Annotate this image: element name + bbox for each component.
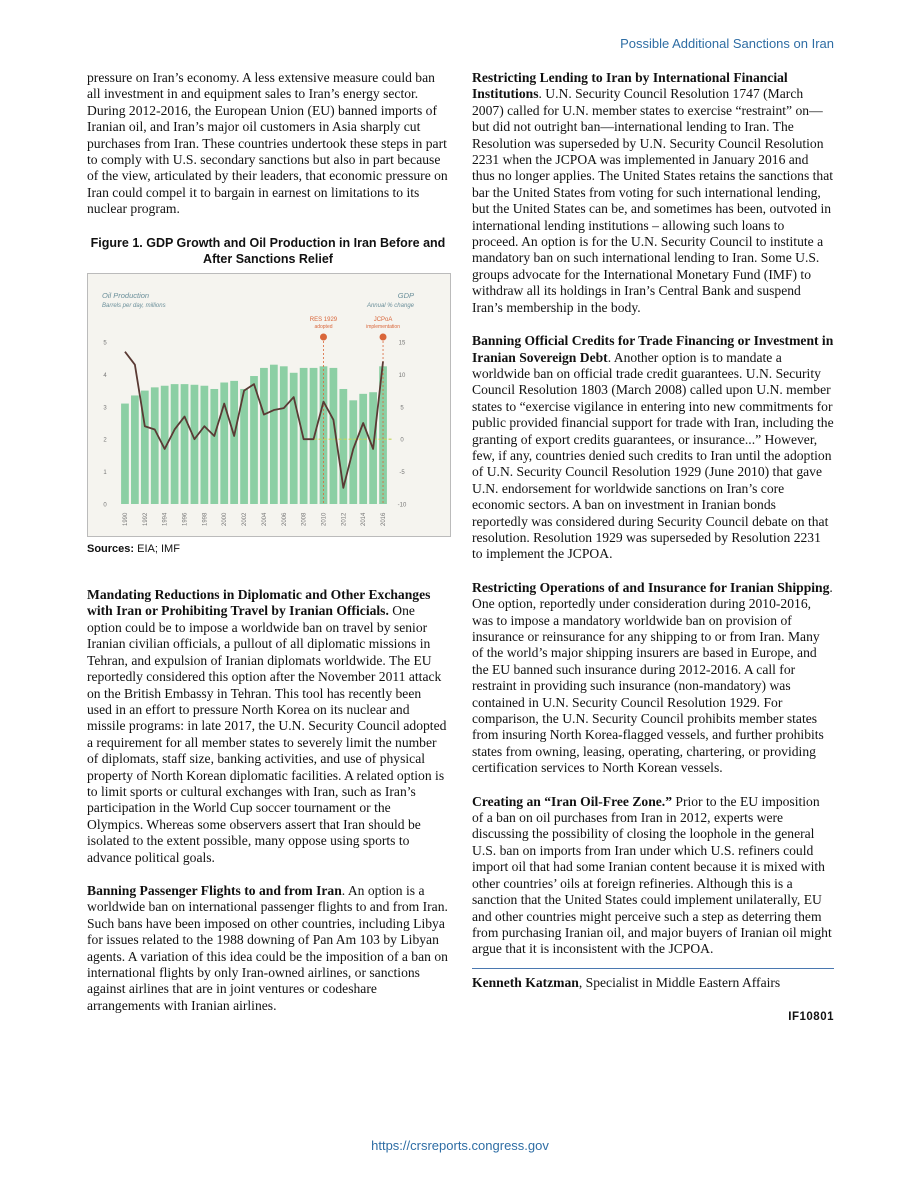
x-tick-label: 2000: [222, 512, 229, 526]
annotation-label: RES 1929: [309, 316, 338, 323]
x-tick-label: 2016: [381, 512, 388, 526]
oil-production-bar: [210, 389, 218, 504]
oil-production-bar: [260, 368, 268, 504]
oilfree-paragraph: [472, 794, 834, 958]
lending-paragraph: [472, 70, 834, 316]
left-axis-title: Oil Production: [102, 290, 150, 300]
author-byline: [472, 975, 834, 991]
annotation-marker: [380, 333, 387, 340]
running-header: Possible Additional Sanctions on Iran: [620, 36, 834, 51]
flights-body: . An option is a worldwide ban on international passenger flights to and from Iran. Such bans have been imposed on other countries, including Libya for issues related to the 1988 downing of Pan Am 103 by Libyan agents. A variation of this idea could be the imposition of a ban on international flights by only Iran-owned airlines, or sanctions against airlines that are in joint ventures or codeshare arrangements with Iranian airlines.: [87, 882, 448, 1013]
annotation-marker: [320, 333, 327, 340]
left-axis-subtitle: Barrels per day, millions: [102, 302, 166, 309]
lending-body: . U.N. Security Council Resolution 1747 (March 2007) called for U.N. member states to exercise “restraint” on— but did not outright ban—international lending to Iran. The Resolution was superseded by U.N. Security Council Resolution 2231 when the JCPOA was implemented in January 2016 and thus no longer applies. The United States retains the sanctions that bar the United States from voting for such international lending, but the United States can be, and sometimes has been, outvoted in international lending institutions – allowing such loans to proceed. An option is for the U.N. Security Council to institute a mandatory ban on such international lending to Iran. Some U.S. groups advocate for the International Monetary Fund (IMF) to withdraw all its holdings in Iran’s Central Bank and suspend Iran’s membership in the body.: [472, 86, 834, 315]
oil-production-bar: [359, 393, 367, 503]
right-axis-title: GDP: [397, 290, 414, 300]
left-tick-label: 4: [103, 372, 107, 379]
annotation-sublabel: adopted: [314, 323, 333, 330]
oil-production-bar: [220, 382, 228, 504]
x-tick-label: 2006: [281, 512, 288, 526]
right-tick-label: -5: [399, 469, 405, 476]
oil-production-bar: [230, 381, 238, 504]
right-tick-label: 0: [400, 437, 404, 444]
figure-title: Figure 1. GDP Growth and Oil Production in Iran Before and After Sanctions Relief: [90, 235, 446, 266]
flights-heading: Banning Passenger Flights to and from Iran: [87, 882, 342, 898]
left-tick-label: 3: [103, 404, 107, 411]
left-tick-label: 2: [103, 437, 107, 444]
credits-paragraph: [472, 333, 834, 563]
x-tick-label: 2012: [341, 512, 348, 526]
figure-sources: [87, 541, 449, 557]
oil-production-bar: [171, 384, 179, 504]
oil-production-bar: [191, 384, 199, 503]
shipping-paragraph: [472, 580, 834, 777]
x-tick-label: 2010: [321, 512, 328, 526]
left-tick-label: 5: [103, 340, 107, 347]
x-tick-label: 1998: [202, 512, 209, 526]
chart-container: [87, 273, 451, 537]
oil-production-bar: [121, 403, 129, 503]
oil-production-bar: [270, 364, 278, 503]
x-tick-label: 2004: [261, 512, 268, 526]
diplomatic-heading: Mandating Reductions in Diplomatic and Other Exchanges with Iran or Prohibiting Travel by Iranian Officials.: [87, 587, 431, 619]
x-tick-label: 2002: [242, 512, 249, 526]
shipping-heading: Restricting Operations of and Insurance for Iranian Shipping: [472, 579, 830, 595]
document-id: IF10801: [788, 1011, 834, 1024]
credits-body: . Another option is to mandate a worldwide ban on official trade credit guarantees. U.N. Security Council Resolution 1803 (March 2008) called upon U.N. member states to “exercise vigilance in entering into new commitments for public provided financial support for trade with Iran, including the granting of export credits guarantees, or insurance...” However, few, if any, countries denied such credits to Iran until the adoption of U.N. Security Council Resolution 1929 (June 2010) that gave U.N. endorsement for worldwide sanctions on Iran’s core economic sectors. A ban on investment in Iranian bonds reportedly was considered during Security Council debate on that resolution. Resolution 1929 was superseded by Resolution 2231 to implement the JCPOA.: [472, 349, 834, 562]
lending-heading: Restricting Lending to Iran by International Financial Institutions: [472, 70, 788, 102]
author-name: Kenneth Katzman: [472, 974, 579, 990]
oil-production-bar: [200, 385, 208, 503]
x-tick-label: 1990: [122, 512, 129, 526]
author-title: , Specialist in Middle Eastern Affairs: [578, 974, 781, 990]
chart-svg: [88, 274, 450, 536]
shipping-body: . One option, reportedly under consideration during 2010-2016, was to impose a mandatory worldwide ban on provision of insurance or reinsurance for any shipping to or from Iran. Many of the world’s major shipping insurers are based in Europe, and the EU banned such insurance during 2012-2016. A call for restraint in providing such insurance (non-mandatory) was contained in U.N. Security Council Resolution 1929. For comparison, the U.N. Security Council prohibits member states from insuring North Korea-flagged vessels, and further prohibits states from owning, leasing, operating, chartering, or providing certification services to North Korean vessels.: [472, 579, 833, 776]
annotation-label: JCPoA: [373, 316, 393, 323]
left-tick-label: 0: [103, 502, 107, 509]
right-tick-label: 15: [398, 340, 406, 347]
oil-production-bar: [290, 372, 298, 503]
right-tick-label: -10: [397, 502, 407, 509]
oil-production-bar: [131, 395, 139, 504]
oilfree-heading: Creating an “Iran Oil-Free Zone.”: [472, 793, 672, 809]
right-tick-label: 10: [398, 372, 406, 379]
oil-production-bar: [280, 366, 288, 504]
x-tick-label: 1992: [142, 512, 149, 526]
x-tick-label: 1994: [162, 512, 169, 526]
credits-heading: Banning Official Credits for Trade Financing or Investment in Iranian Sovereign Debt: [472, 333, 834, 365]
x-tick-label: 1996: [182, 512, 189, 526]
byline-divider: [472, 968, 834, 969]
right-column: [472, 70, 834, 1026]
oil-production-bar: [181, 384, 189, 504]
right-tick-label: 5: [400, 404, 404, 411]
annotation-sublabel: implementation: [366, 323, 400, 330]
flights-paragraph: [87, 883, 449, 1014]
oilfree-body: Prior to the EU imposition of a ban on oil purchases from Iran in 2012, experts were discussing the possibility of closing the loophole in the general U.S. ban on imports from Iran under which U.S. refiners could import oil that had some Iranian content because it is mixed with other countries’ oils at foreign refineries. Although this is a sanction that the United States could implement unilaterally, EU and other countries might perceive such a step as deterring them from purchasing Iranian oil, and major buyers of Iranian oil might argue that it is inconsistent with the JCPOA.: [472, 793, 832, 957]
intro-paragraph: pressure on Iran’s economy. A less extensive measure could ban all investment in and equipment sales to Iran’s energy sector. During 2012-2016, the European Union (EU) banned imports of Iranian oil, and Iran’s major oil customers in Asia sharply cut purchases from Iran. These countries undertook these steps in part to comply with U.S. secondary sanctions but also in part because of the view, articulated by their leaders, that economic pressure on Iran could compel it to bargain in earnest on limitations to its nuclear program.: [87, 70, 448, 217]
x-tick-label: 2008: [301, 512, 308, 526]
left-column: [87, 70, 449, 1031]
left-tick-label: 1: [103, 469, 107, 476]
diplomatic-paragraph: [87, 587, 449, 866]
sources-label: Sources:: [87, 542, 135, 555]
x-tick-label: 2014: [361, 512, 368, 526]
diplomatic-body: One option could be to impose a worldwide ban on travel by senior Iranian civilian officials, a pullout of all diplomatic missions in Tehran, and expulsion of Iranian diplomats worldwide. The EU reportedly considered this option after the November 2011 attack on the British Embassy in Tehran. This tool has recently been used in an effort to pressure North Korea on its nuclear and missile programs: in late 2017, the U.N. Security Council adopted a requirement for all member states to severely limit the number of diplomats, staff size, banking activities, and use of physical property of North Korean diplomatic facilities. A related option is to limit sports or cultural exchanges with Iran, such as Iran’s participation in the World Cup soccer tournament or the Olympics. Whereas some observers assert that Iran should be isolated to the extent possible, many oppose using sports to advance political goals.: [87, 603, 447, 865]
sources-text: EIA; IMF: [134, 542, 180, 555]
oil-production-bar: [151, 387, 159, 504]
right-axis-subtitle: Annual % change: [366, 302, 414, 309]
footer-link[interactable]: https://crsreports.congress.gov: [371, 1138, 549, 1153]
